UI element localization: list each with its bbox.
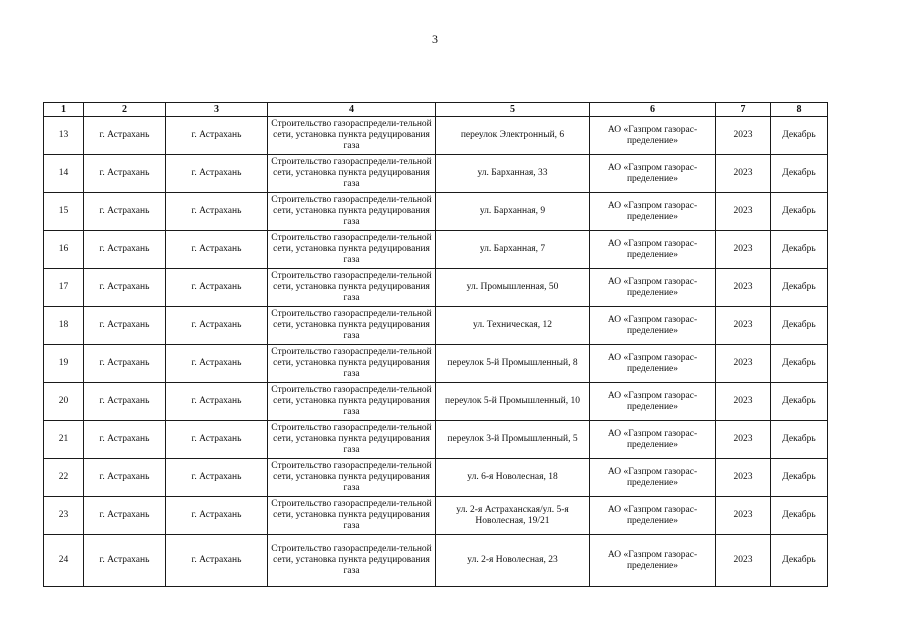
table-row [44, 231, 828, 269]
month-cell: Декабрь [771, 117, 828, 155]
table-row [44, 421, 828, 459]
address-cell: переулок Электронный, 6 [436, 117, 590, 155]
work-description-cell: Строительство газораспредели-тельной сети, установка пункта редуцирования газа [268, 231, 436, 269]
city-cell: г. Астрахань [84, 345, 166, 383]
address-cell: переулок 3-й Промышленный, 5 [436, 421, 590, 459]
table-row [44, 535, 828, 587]
year-cell: 2023 [716, 269, 771, 307]
year-cell: 2023 [716, 193, 771, 231]
header-cell: 5 [436, 103, 590, 117]
row-number-cell: 22 [44, 459, 84, 497]
city-cell: г. Астрахань [84, 117, 166, 155]
row-number-cell: 21 [44, 421, 84, 459]
work-description-cell: Строительство газораспредели-тельной сети, установка пункта редуцирования газа [268, 193, 436, 231]
address-cell: переулок 5-й Промышленный, 8 [436, 345, 590, 383]
address-cell: ул. Барханная, 9 [436, 193, 590, 231]
year-cell: 2023 [716, 383, 771, 421]
address-cell: ул. 2-я Новолесная, 23 [436, 535, 590, 587]
organization-cell: АО «Газпром газорас-пределение» [590, 345, 716, 383]
work-description-cell: Строительство газораспредели-тельной сети, установка пункта редуцирования газа [268, 497, 436, 535]
header-cell: 3 [166, 103, 268, 117]
table-row [44, 497, 828, 535]
year-cell: 2023 [716, 117, 771, 155]
month-cell: Декабрь [771, 383, 828, 421]
work-description-cell: Строительство газораспредели-тельной сети, установка пункта редуцирования газа [268, 421, 436, 459]
organization-cell: АО «Газпром газорас-пределение» [590, 383, 716, 421]
city-cell: г. Астрахань [84, 193, 166, 231]
header-cell: 1 [44, 103, 84, 117]
city-cell: г. Астрахань [84, 421, 166, 459]
district-cell: г. Астрахань [166, 421, 268, 459]
organization-cell: АО «Газпром газорас-пределение» [590, 497, 716, 535]
row-number-cell: 20 [44, 383, 84, 421]
table-row [44, 117, 828, 155]
month-cell: Декабрь [771, 421, 828, 459]
month-cell: Декабрь [771, 193, 828, 231]
month-cell: Декабрь [771, 459, 828, 497]
table-row [44, 269, 828, 307]
header-cell: 2 [84, 103, 166, 117]
organization-cell: АО «Газпром газорас-пределение» [590, 231, 716, 269]
month-cell: Декабрь [771, 535, 828, 587]
row-number-cell: 16 [44, 231, 84, 269]
district-cell: г. Астрахань [166, 155, 268, 193]
district-cell: г. Астрахань [166, 307, 268, 345]
work-description-cell: Строительство газораспредели-тельной сети, установка пункта редуцирования газа [268, 155, 436, 193]
header-cell: 7 [716, 103, 771, 117]
work-description-cell: Строительство газораспредели-тельной сети, установка пункта редуцирования газа [268, 307, 436, 345]
organization-cell: АО «Газпром газорас-пределение» [590, 459, 716, 497]
row-number-cell: 23 [44, 497, 84, 535]
district-cell: г. Астрахань [166, 231, 268, 269]
table-row [44, 383, 828, 421]
district-cell: г. Астрахань [166, 459, 268, 497]
district-cell: г. Астрахань [166, 345, 268, 383]
month-cell: Декабрь [771, 231, 828, 269]
month-cell: Декабрь [771, 497, 828, 535]
month-cell: Декабрь [771, 307, 828, 345]
year-cell: 2023 [716, 459, 771, 497]
header-cell: 6 [590, 103, 716, 117]
organization-cell: АО «Газпром газорас-пределение» [590, 421, 716, 459]
city-cell: г. Астрахань [84, 155, 166, 193]
district-cell: г. Астрахань [166, 193, 268, 231]
work-description-cell: Строительство газораспредели-тельной сети, установка пункта редуцирования газа [268, 459, 436, 497]
page-number: 3 [432, 32, 438, 46]
month-cell: Декабрь [771, 155, 828, 193]
organization-cell: АО «Газпром газорас-пределение» [590, 269, 716, 307]
work-description-cell: Строительство газораспредели-тельной сети, установка пункта редуцирования газа [268, 383, 436, 421]
district-cell: г. Астрахань [166, 535, 268, 587]
district-cell: г. Астрахань [166, 383, 268, 421]
row-number-cell: 17 [44, 269, 84, 307]
city-cell: г. Астрахань [84, 497, 166, 535]
address-cell: ул. Барханная, 7 [436, 231, 590, 269]
year-cell: 2023 [716, 421, 771, 459]
organization-cell: АО «Газпром газорас-пределение» [590, 193, 716, 231]
row-number-cell: 19 [44, 345, 84, 383]
row-number-cell: 24 [44, 535, 84, 587]
district-cell: г. Астрахань [166, 497, 268, 535]
city-cell: г. Астрахань [84, 307, 166, 345]
organization-cell: АО «Газпром газорас-пределение» [590, 155, 716, 193]
organization-cell: АО «Газпром газорас-пределение» [590, 535, 716, 587]
header-cell: 8 [771, 103, 828, 117]
month-cell: Декабрь [771, 269, 828, 307]
city-cell: г. Астрахань [84, 269, 166, 307]
address-cell: ул. Техническая, 12 [436, 307, 590, 345]
organization-cell: АО «Газпром газорас-пределение» [590, 117, 716, 155]
row-number-cell: 18 [44, 307, 84, 345]
table-row [44, 155, 828, 193]
address-cell: ул. Барханная, 33 [436, 155, 590, 193]
row-number-cell: 14 [44, 155, 84, 193]
data-table [43, 102, 828, 587]
city-cell: г. Астрахань [84, 459, 166, 497]
table-row [44, 345, 828, 383]
address-cell: ул. 6-я Новолесная, 18 [436, 459, 590, 497]
row-number-cell: 15 [44, 193, 84, 231]
work-description-cell: Строительство газораспредели-тельной сети, установка пункта редуцирования газа [268, 117, 436, 155]
year-cell: 2023 [716, 231, 771, 269]
year-cell: 2023 [716, 535, 771, 587]
header-row [44, 103, 828, 117]
table-row [44, 459, 828, 497]
district-cell: г. Астрахань [166, 269, 268, 307]
year-cell: 2023 [716, 307, 771, 345]
city-cell: г. Астрахань [84, 383, 166, 421]
row-number-cell: 13 [44, 117, 84, 155]
header-cell: 4 [268, 103, 436, 117]
city-cell: г. Астрахань [84, 535, 166, 587]
year-cell: 2023 [716, 497, 771, 535]
year-cell: 2023 [716, 345, 771, 383]
table-row [44, 193, 828, 231]
address-cell: ул. 2-я Астраханская/ул. 5-я Новолесная, 19/21 [436, 497, 590, 535]
organization-cell: АО «Газпром газорас-пределение» [590, 307, 716, 345]
year-cell: 2023 [716, 155, 771, 193]
city-cell: г. Астрахань [84, 231, 166, 269]
work-description-cell: Строительство газораспредели-тельной сети, установка пункта редуцирования газа [268, 269, 436, 307]
work-description-cell: Строительство газораспредели-тельной сети, установка пункта редуцирования газа [268, 535, 436, 587]
work-description-cell: Строительство газораспредели-тельной сети, установка пункта редуцирования газа [268, 345, 436, 383]
table-row [44, 307, 828, 345]
month-cell: Декабрь [771, 345, 828, 383]
address-cell: переулок 5-й Промышленный, 10 [436, 383, 590, 421]
address-cell: ул. Промышленная, 50 [436, 269, 590, 307]
district-cell: г. Астрахань [166, 117, 268, 155]
